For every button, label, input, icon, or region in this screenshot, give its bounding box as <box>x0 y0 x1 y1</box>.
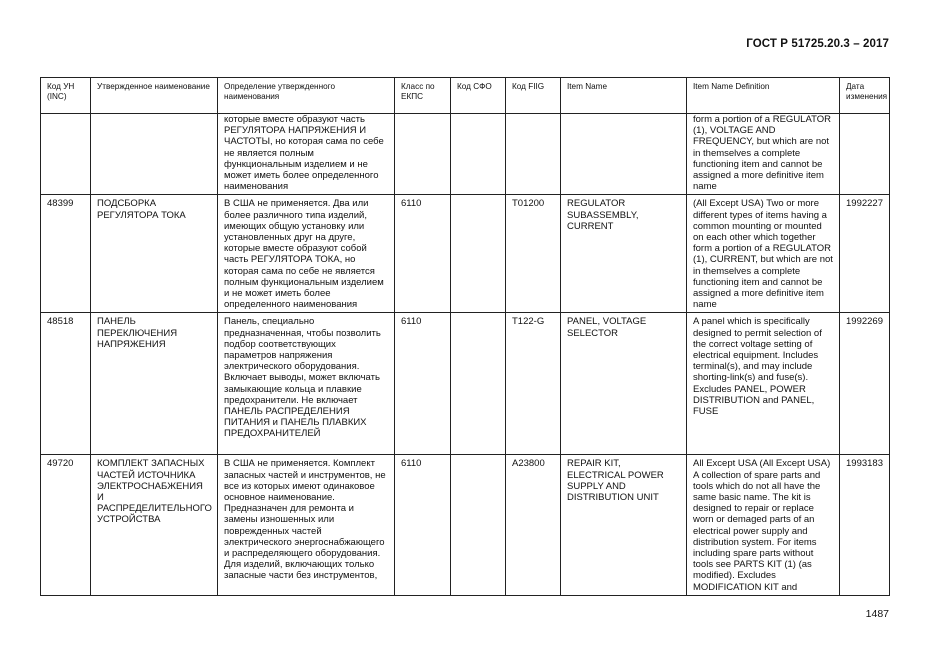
cell-code-fiig: A23800 <box>506 455 561 595</box>
column-header-name-ru: Утвержденное наименование <box>91 78 218 114</box>
table-row <box>41 313 890 455</box>
cell-item-name-definition: A panel which is specifically designed to permit selection of the correct voltage setting of electrical equipment. Includes terminal(s), and may include shorting-link(s) and fuse(s). Excludes PANEL, POWER DISTRIBUTION and PANEL, FUSE <box>687 313 840 455</box>
cell-inc: 49720 <box>41 455 91 595</box>
cell-date: 1992227 <box>840 195 890 313</box>
cell-definition-ru: которые вместе образуют часть РЕГУЛЯТОРА НАПРЯЖЕНИЯ И ЧАСТОТЫ, но которая сама по себе не является полным функциональным изделием и не может иметь более определенного наименования <box>218 114 395 195</box>
table-header-row <box>41 78 890 114</box>
cell-item-name: PANEL, VOLTAGE SELECTOR <box>561 313 687 455</box>
cell-name-ru: ПОДСБОРКА РЕГУЛЯТОРА ТОКА <box>91 195 218 313</box>
cell-item-name: REGULATOR SUBASSEMBLY, CURRENT <box>561 195 687 313</box>
cell-date: 1993183 <box>840 455 890 595</box>
column-header-code-fiig: Код FIIG <box>506 78 561 114</box>
cell-class-ekps: 6110 <box>395 455 451 595</box>
cell-item-name-definition: form a portion of a REGULATOR (1), VOLTAGE AND FREQUENCY, but which are not in themselves a complete functioning item and cannot be assigned a more definitive item name <box>687 114 840 195</box>
cell-item-name <box>561 114 687 195</box>
cell-code-fiig: T122-G <box>506 313 561 455</box>
cell-class-ekps <box>395 114 451 195</box>
cell-item-name-definition: All Except USA (All Except USA) A collection of spare parts and tools which do not all have the same basic name. The kit is designed to repair or replace worn or demaged parts of an electrical power supply and distribution system. For items including spare parts without tools see PARTS KIT (1) (as modified). Excludes MODIFICATION KIT and <box>687 455 840 595</box>
column-header-code-sfo: Код СФО <box>451 78 506 114</box>
cell-code-fiig <box>506 114 561 195</box>
cell-code-sfo <box>451 313 506 455</box>
column-header-inc: Код УН (INC) <box>41 78 91 114</box>
cell-inc: 48399 <box>41 195 91 313</box>
table-row <box>41 195 890 313</box>
table-row <box>41 455 890 595</box>
cell-definition-ru: Панель, специально предназначенная, чтобы позволить подбор соответствующих параметров напряжения электрического оборудования. Включает выводы, может включать замыкающие кольца и плавкие предохранители. Не включает ПАНЕЛЬ РАСПРЕДЕЛЕНИЯ ПИТАНИЯ и ПАНЕЛЬ ПЛАВКИХ ПРЕДОХРАНИТЕЛЕЙ <box>218 313 395 455</box>
cell-definition-ru: В США не применяется. Комплект запасных частей и инструментов, не все из которых имеют одинаковое основное наименование. Предназначен для ремонта и замены изношенных или поврежденных частей электрического энергоснабжающего и распределяющего оборудования. Для изделий, включающих только запасные части без инструментов, <box>218 455 395 595</box>
column-header-definition-ru: Определение утвержденного наименования <box>218 78 395 114</box>
cell-code-sfo <box>451 114 506 195</box>
column-header-date: Дата изменения <box>840 78 890 114</box>
cell-class-ekps: 6110 <box>395 195 451 313</box>
nomenclature-table <box>40 77 890 596</box>
column-header-item-name: Item Name <box>561 78 687 114</box>
cell-item-name: REPAIR KIT, ELECTRICAL POWER SUPPLY AND DISTRIBUTION UNIT <box>561 455 687 595</box>
cell-code-sfo <box>451 195 506 313</box>
cell-code-sfo <box>451 455 506 595</box>
document-header: ГОСТ Р 51725.20.3 – 2017 <box>746 38 889 50</box>
cell-class-ekps: 6110 <box>395 313 451 455</box>
page-number: 1487 <box>865 608 889 620</box>
column-header-class-ekps: Класс по ЕКПС <box>395 78 451 114</box>
cell-definition-ru: В США не применяется. Два или более различного типа изделий, имеющих общую установку или установленных друг на друге, которые вместе образуют собой часть РЕГУЛЯТОРА ТОКА, но которая сама по себе не является полным функциональным изделием и не может иметь более определенного наименования <box>218 195 395 313</box>
cell-date <box>840 114 890 195</box>
cell-name-ru: ПАНЕЛЬ ПЕРЕКЛЮЧЕНИЯ НАПРЯЖЕНИЯ <box>91 313 218 455</box>
cell-code-fiig: T01200 <box>506 195 561 313</box>
cell-item-name-definition: (All Except USA) Two or more different types of items having a common mounting or mounted on each other which together form a portion of a REGULATOR (1), CURRENT, but which are not in themselves a complete functioning item and cannot be assigned a more definitive item name <box>687 195 840 313</box>
column-header-item-name-definition: Item Name Definition <box>687 78 840 114</box>
cell-inc <box>41 114 91 195</box>
table-row <box>41 114 890 195</box>
cell-inc: 48518 <box>41 313 91 455</box>
cell-date: 1992269 <box>840 313 890 455</box>
cell-name-ru: КОМПЛЕКТ ЗАПАСНЫХ ЧАСТЕЙ ИСТОЧНИКА ЭЛЕКТРОСНАБЖЕНИЯ И РАСПРЕДЕЛИТЕЛЬНОГО УСТРОЙСТВА <box>91 455 218 595</box>
cell-name-ru <box>91 114 218 195</box>
